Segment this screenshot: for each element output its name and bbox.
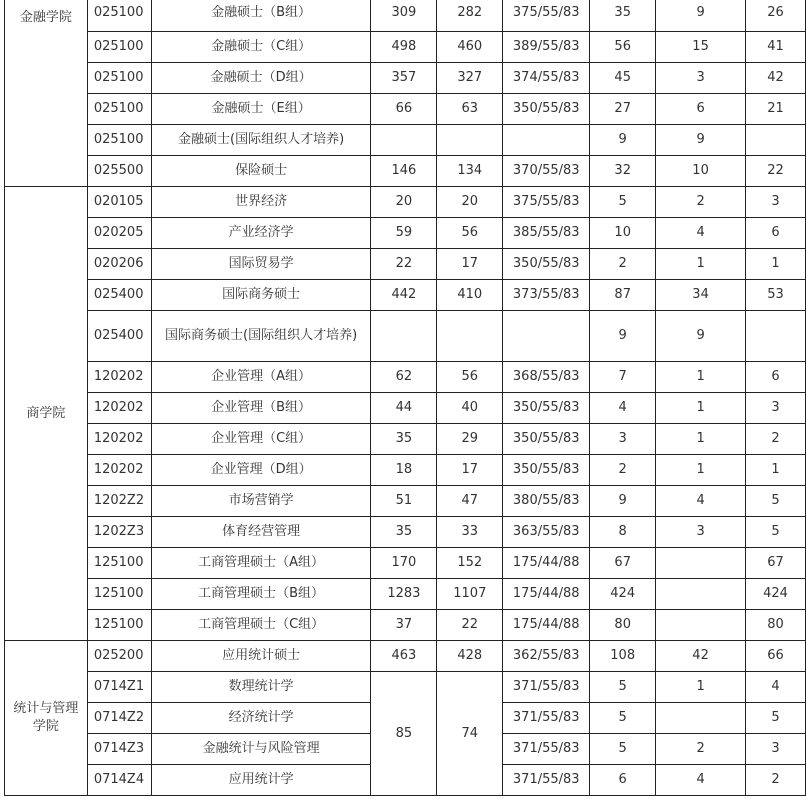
unified-cell: 1 xyxy=(746,249,806,280)
college-name: 金融学院 xyxy=(19,10,72,25)
admit-cell: 2 xyxy=(590,249,656,280)
table-row xyxy=(5,455,806,486)
exam-cell: 40 xyxy=(437,393,503,424)
score-line-cell: 371/55/83 xyxy=(503,672,590,703)
code-cell: 025500 xyxy=(87,156,151,187)
table-row xyxy=(5,0,806,32)
apply-cell: 62 xyxy=(371,362,437,393)
admit-cell: 3 xyxy=(590,424,656,455)
unified-cell: 5 xyxy=(746,703,806,734)
apply-cell: 309 xyxy=(371,0,437,32)
college-name: 商学院 xyxy=(26,405,66,421)
push-cell: 3 xyxy=(656,517,746,548)
push-cell: 42 xyxy=(656,641,746,672)
unified-cell: 4 xyxy=(746,672,806,703)
unified-cell: 3 xyxy=(746,187,806,218)
table-row xyxy=(5,94,806,125)
unified-cell: 41 xyxy=(746,32,806,63)
score-line-cell: 175/44/88 xyxy=(503,579,590,610)
exam-cell: 63 xyxy=(437,94,503,125)
table-row xyxy=(5,280,806,311)
major-cell: 金融硕士（C组） xyxy=(151,32,371,63)
push-cell: 1 xyxy=(656,362,746,393)
push-cell: 6 xyxy=(656,94,746,125)
code-cell: 125100 xyxy=(87,548,151,579)
push-cell: 9 xyxy=(656,0,746,32)
push-cell: 1 xyxy=(656,455,746,486)
exam-cell: 428 xyxy=(437,641,503,672)
major-cell: 国际贸易学 xyxy=(151,249,371,280)
code-cell: 120202 xyxy=(87,455,151,486)
code-cell: 120202 xyxy=(87,424,151,455)
admit-cell: 67 xyxy=(590,548,656,579)
major-cell: 数理统计学 xyxy=(151,672,371,703)
admit-cell: 6 xyxy=(590,765,656,796)
push-cell: 3 xyxy=(656,63,746,94)
exam-cell: 22 xyxy=(437,610,503,641)
code-cell: 025400 xyxy=(87,311,151,362)
table-row xyxy=(5,424,806,455)
table-row xyxy=(5,187,806,218)
major-cell: 体育经营管理 xyxy=(151,517,371,548)
apply-cell: 1283 xyxy=(371,579,437,610)
admit-cell: 80 xyxy=(590,610,656,641)
apply-cell: 442 xyxy=(371,280,437,311)
code-cell: 0714Z2 xyxy=(87,703,151,734)
admit-cell: 8 xyxy=(590,517,656,548)
admission-table xyxy=(4,0,806,796)
major-cell: 国际商务硕士(国际组织人才培养) xyxy=(151,311,371,362)
exam-cell: 20 xyxy=(437,187,503,218)
score-line-cell: 350/55/83 xyxy=(503,424,590,455)
exam-cell: 17 xyxy=(437,249,503,280)
score-line-cell: 350/55/83 xyxy=(503,94,590,125)
push-cell: 4 xyxy=(656,765,746,796)
push-cell: 4 xyxy=(656,218,746,249)
admit-cell: 5 xyxy=(590,734,656,765)
code-cell: 025200 xyxy=(87,641,151,672)
apply-cell: 498 xyxy=(371,32,437,63)
code-cell: 1202Z3 xyxy=(87,517,151,548)
unified-cell: 424 xyxy=(746,579,806,610)
admit-cell: 4 xyxy=(590,393,656,424)
exam-cell: 282 xyxy=(437,0,503,32)
unified-cell: 6 xyxy=(746,362,806,393)
major-cell: 市场营销学 xyxy=(151,486,371,517)
apply-cell: 20 xyxy=(371,187,437,218)
apply-cell: 59 xyxy=(371,218,437,249)
score-line-cell: 175/44/88 xyxy=(503,548,590,579)
unified-cell: 53 xyxy=(746,280,806,311)
push-cell xyxy=(656,548,746,579)
push-cell: 10 xyxy=(656,156,746,187)
major-cell: 企业管理（D组） xyxy=(151,455,371,486)
score-line-cell: 350/55/83 xyxy=(503,455,590,486)
major-cell: 金融硕士（E组） xyxy=(151,94,371,125)
exam-cell xyxy=(437,125,503,156)
apply-cell: 22 xyxy=(371,249,437,280)
score-line-cell: 350/55/83 xyxy=(503,393,590,424)
code-cell: 025100 xyxy=(87,125,151,156)
unified-cell: 6 xyxy=(746,218,806,249)
admit-cell: 32 xyxy=(590,156,656,187)
table-row xyxy=(5,32,806,63)
score-line-cell: 371/55/83 xyxy=(503,734,590,765)
exam-cell xyxy=(437,311,503,362)
apply-cell: 37 xyxy=(371,610,437,641)
apply-cell: 357 xyxy=(371,63,437,94)
admit-cell: 9 xyxy=(590,486,656,517)
table-row xyxy=(5,579,806,610)
push-cell: 1 xyxy=(656,393,746,424)
push-cell: 34 xyxy=(656,280,746,311)
push-cell: 1 xyxy=(656,424,746,455)
table-row xyxy=(5,486,806,517)
unified-cell: 5 xyxy=(746,486,806,517)
score-line-cell: 385/55/83 xyxy=(503,218,590,249)
major-cell: 工商管理硕士（B组） xyxy=(151,579,371,610)
major-cell: 国际商务硕士 xyxy=(151,280,371,311)
unified-cell: 42 xyxy=(746,63,806,94)
push-cell: 4 xyxy=(656,486,746,517)
code-cell: 120202 xyxy=(87,393,151,424)
table-row xyxy=(5,393,806,424)
exam-cell: 460 xyxy=(437,32,503,63)
score-line-cell: 362/55/83 xyxy=(503,641,590,672)
unified-cell xyxy=(746,311,806,362)
major-cell: 保险硕士 xyxy=(151,156,371,187)
code-cell: 1202Z2 xyxy=(87,486,151,517)
push-cell: 9 xyxy=(656,125,746,156)
score-line-cell: 375/55/83 xyxy=(503,0,590,32)
college-name: 统计与管理学院 xyxy=(13,701,79,734)
push-cell: 1 xyxy=(656,249,746,280)
apply-cell: 35 xyxy=(371,517,437,548)
table-row xyxy=(5,548,806,579)
unified-cell: 2 xyxy=(746,424,806,455)
apply-cell: 18 xyxy=(371,455,437,486)
admit-cell: 5 xyxy=(590,703,656,734)
college-cell xyxy=(5,0,88,187)
apply-cell: 35 xyxy=(371,424,437,455)
major-cell: 金融硕士（D组） xyxy=(151,63,371,94)
code-cell: 0714Z3 xyxy=(87,734,151,765)
table-row xyxy=(5,218,806,249)
admit-cell: 56 xyxy=(590,32,656,63)
exam-cell: 56 xyxy=(437,362,503,393)
unified-cell: 21 xyxy=(746,94,806,125)
code-cell: 025100 xyxy=(87,94,151,125)
major-cell: 产业经济学 xyxy=(151,218,371,249)
table-row xyxy=(5,249,806,280)
exam-merged-cell: 74 xyxy=(437,672,503,796)
major-cell: 应用统计硕士 xyxy=(151,641,371,672)
push-cell: 2 xyxy=(656,187,746,218)
unified-cell: 3 xyxy=(746,393,806,424)
code-cell: 125100 xyxy=(87,610,151,641)
major-cell: 金融硕士（B组） xyxy=(151,0,371,32)
apply-merged-cell: 85 xyxy=(371,672,437,796)
score-line-cell xyxy=(503,311,590,362)
unified-cell xyxy=(746,125,806,156)
code-cell: 0714Z4 xyxy=(87,765,151,796)
table-row xyxy=(5,610,806,641)
code-cell: 025400 xyxy=(87,280,151,311)
push-cell xyxy=(656,703,746,734)
major-cell: 经济统计学 xyxy=(151,703,371,734)
exam-cell: 134 xyxy=(437,156,503,187)
exam-cell: 152 xyxy=(437,548,503,579)
code-cell: 025100 xyxy=(87,0,151,32)
major-cell: 企业管理（C组） xyxy=(151,424,371,455)
admit-cell: 5 xyxy=(590,672,656,703)
apply-cell: 146 xyxy=(371,156,437,187)
push-cell xyxy=(656,579,746,610)
score-line-cell: 375/55/83 xyxy=(503,187,590,218)
admit-cell: 27 xyxy=(590,94,656,125)
admit-cell: 87 xyxy=(590,280,656,311)
admit-cell: 2 xyxy=(590,455,656,486)
unified-cell: 66 xyxy=(746,641,806,672)
major-cell: 金融统计与风险管理 xyxy=(151,734,371,765)
unified-cell: 22 xyxy=(746,156,806,187)
unified-cell: 5 xyxy=(746,517,806,548)
unified-cell: 1 xyxy=(746,455,806,486)
push-cell: 9 xyxy=(656,311,746,362)
score-line-cell: 380/55/83 xyxy=(503,486,590,517)
college-cell xyxy=(5,187,88,641)
admit-cell: 35 xyxy=(590,0,656,32)
apply-cell: 66 xyxy=(371,94,437,125)
code-cell: 120202 xyxy=(87,362,151,393)
score-line-cell: 350/55/83 xyxy=(503,249,590,280)
major-cell: 企业管理（A组） xyxy=(151,362,371,393)
table-row xyxy=(5,156,806,187)
code-cell: 125100 xyxy=(87,579,151,610)
score-line-cell xyxy=(503,125,590,156)
code-cell: 0714Z1 xyxy=(87,672,151,703)
code-cell: 025100 xyxy=(87,32,151,63)
table-body xyxy=(5,0,806,796)
apply-cell: 463 xyxy=(371,641,437,672)
major-cell: 金融硕士(国际组织人才培养) xyxy=(151,125,371,156)
table-row xyxy=(5,63,806,94)
table-row xyxy=(5,311,806,362)
exam-cell: 47 xyxy=(437,486,503,517)
admit-cell: 7 xyxy=(590,362,656,393)
major-cell: 世界经济 xyxy=(151,187,371,218)
admit-cell: 9 xyxy=(590,125,656,156)
score-line-cell: 374/55/83 xyxy=(503,63,590,94)
exam-cell: 33 xyxy=(437,517,503,548)
code-cell: 020205 xyxy=(87,218,151,249)
table-row xyxy=(5,517,806,548)
college-cell xyxy=(5,641,88,796)
exam-cell: 1107 xyxy=(437,579,503,610)
score-line-cell: 370/55/83 xyxy=(503,156,590,187)
score-line-cell: 373/55/83 xyxy=(503,280,590,311)
admit-cell: 5 xyxy=(590,187,656,218)
score-line-cell: 371/55/83 xyxy=(503,765,590,796)
score-line-cell: 371/55/83 xyxy=(503,703,590,734)
apply-cell: 170 xyxy=(371,548,437,579)
major-cell: 工商管理硕士（A组） xyxy=(151,548,371,579)
major-cell: 应用统计学 xyxy=(151,765,371,796)
unified-cell: 80 xyxy=(746,610,806,641)
score-line-cell: 368/55/83 xyxy=(503,362,590,393)
exam-cell: 56 xyxy=(437,218,503,249)
apply-cell: 44 xyxy=(371,393,437,424)
score-line-cell: 175/44/88 xyxy=(503,610,590,641)
push-cell: 1 xyxy=(656,672,746,703)
unified-cell: 2 xyxy=(746,765,806,796)
score-line-cell: 363/55/83 xyxy=(503,517,590,548)
push-cell: 15 xyxy=(656,32,746,63)
exam-cell: 17 xyxy=(437,455,503,486)
push-cell: 2 xyxy=(656,734,746,765)
exam-cell: 29 xyxy=(437,424,503,455)
apply-cell xyxy=(371,125,437,156)
admit-cell: 424 xyxy=(590,579,656,610)
apply-cell xyxy=(371,311,437,362)
unified-cell: 67 xyxy=(746,548,806,579)
score-line-cell: 389/55/83 xyxy=(503,32,590,63)
apply-cell: 51 xyxy=(371,486,437,517)
code-cell: 020206 xyxy=(87,249,151,280)
push-cell xyxy=(656,610,746,641)
table-row xyxy=(5,362,806,393)
table-row xyxy=(5,672,806,703)
table-row xyxy=(5,641,806,672)
table-row xyxy=(5,125,806,156)
admit-cell: 10 xyxy=(590,218,656,249)
exam-cell: 327 xyxy=(437,63,503,94)
unified-cell: 26 xyxy=(746,0,806,32)
exam-cell: 410 xyxy=(437,280,503,311)
admit-cell: 108 xyxy=(590,641,656,672)
admit-cell: 9 xyxy=(590,311,656,362)
code-cell: 020105 xyxy=(87,187,151,218)
unified-cell: 3 xyxy=(746,734,806,765)
major-cell: 工商管理硕士（C组） xyxy=(151,610,371,641)
code-cell: 025100 xyxy=(87,63,151,94)
admit-cell: 45 xyxy=(590,63,656,94)
major-cell: 企业管理（B组） xyxy=(151,393,371,424)
